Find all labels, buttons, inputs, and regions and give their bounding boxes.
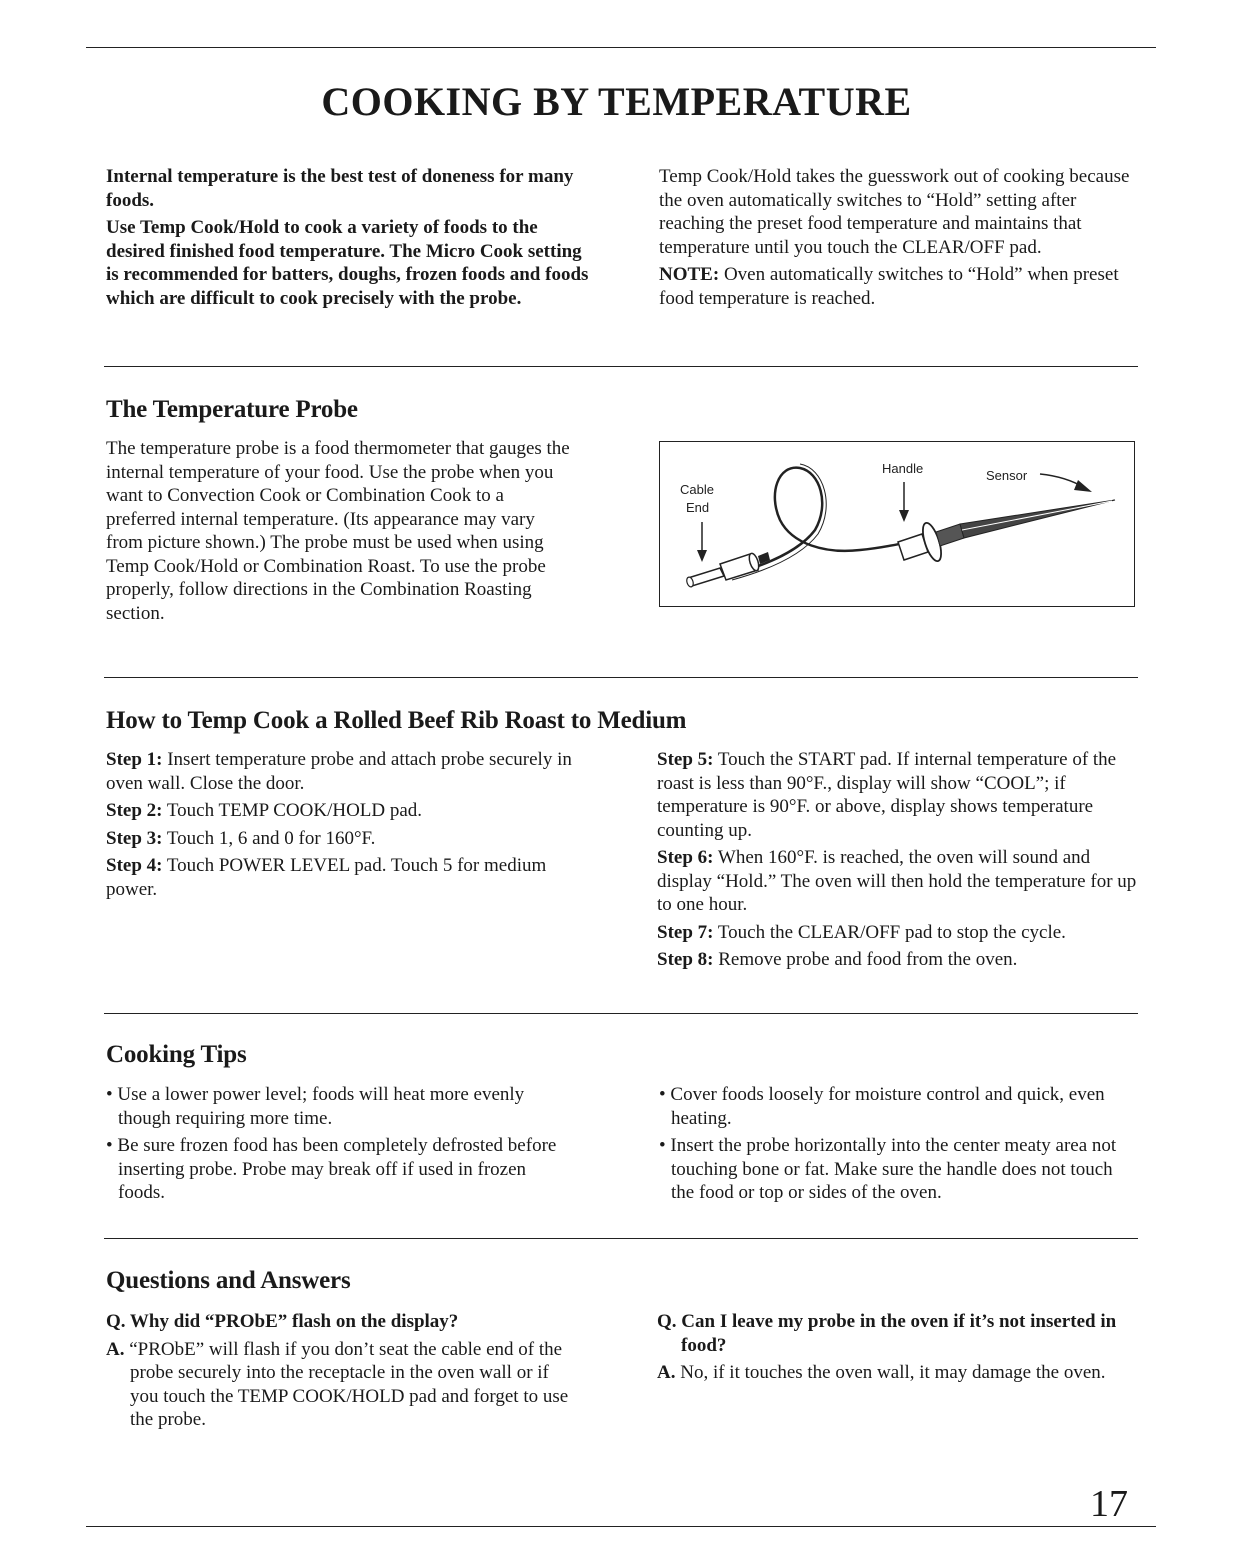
probe-figure	[659, 441, 1135, 607]
tips-left	[106, 1083, 576, 1209]
page-number: 17	[1090, 1483, 1128, 1525]
step-text: Touch 1, 6 and 0 for 160°F.	[162, 827, 376, 849]
label-handle: Handle	[882, 461, 924, 476]
label-sensor: Sensor	[986, 468, 1028, 483]
howto-heading: How to Temp Cook a Rolled Beef Rib Roast to Medium	[106, 707, 687, 734]
section-rule-1	[104, 366, 1138, 367]
arrow-handle	[899, 482, 909, 522]
step-text: Touch TEMP COOK/HOLD pad.	[162, 800, 423, 821]
step-text: Remove probe and food from the oven.	[713, 949, 1018, 970]
question: Q. Can I leave my probe in the oven if it’s not inserted in food?	[657, 1311, 1117, 1356]
top-rule	[86, 47, 1156, 48]
section-rule-2	[104, 677, 1138, 678]
step-label: Step 6:	[657, 847, 714, 868]
intro-right-para: Temp Cook/Hold takes the guesswork out of cooking because the oven automatically switches to “Hold” setting after reaching the preset food temperature and maintains that temperature until you touch the CLEAR/OFF pad.	[659, 166, 1130, 258]
step-label: Step 1:	[106, 749, 163, 770]
probe-heading: The Temperature Probe	[106, 396, 358, 423]
label-cable: Cable	[680, 482, 714, 497]
answer-text: “PRObE” will flash if you don’t seat the cable end of the probe securely into the receptacle in the oven wall or if you touch the TEMP COOK/HOLD pad and forget to use the probe.	[124, 1338, 569, 1430]
step-text: Touch POWER LEVEL pad. Touch 5 for medium power.	[106, 855, 547, 900]
tip-item: • Cover foods loosely for moisture control and quick, even heating.	[659, 1084, 1105, 1129]
probe-text: The temperature probe is a food thermometer that gauges the internal temperature of your food. Use the probe when you want to Convection Cook or Combination Cook to a preferred internal temperature. (Its appearance may vary from picture shown.) The probe must be used when using Temp Cook/Hold or Combination Roast. To use the probe properly, follow directions in the Combination Roasting section.	[106, 438, 570, 624]
answer-label: A.	[657, 1362, 676, 1383]
tip-item: • Be sure frozen food has been completely defrosted before inserting probe. Probe may break off if used in frozen foods.	[106, 1135, 557, 1203]
step-label: Step 7:	[657, 921, 714, 943]
note-text: Oven automatically switches to “Hold” when preset food temperature is reached.	[659, 264, 1119, 309]
step-4	[106, 854, 576, 901]
label-end: End	[686, 500, 710, 515]
step-text: Touch the CLEAR/OFF pad to stop the cycle.	[713, 921, 1066, 943]
tip-item: • Use a lower power level; foods will heat more evenly though requiring more time.	[106, 1084, 525, 1129]
tips-heading: Cooking Tips	[106, 1041, 247, 1068]
note-label: NOTE:	[659, 264, 720, 285]
arrow-sensor	[1040, 474, 1092, 492]
qa-right	[657, 1310, 1127, 1389]
step-7	[657, 921, 1137, 945]
step-8	[657, 948, 1137, 972]
probe-shaft	[960, 500, 1115, 538]
step-label: Step 3:	[106, 827, 163, 849]
step-2	[106, 799, 576, 823]
answer-label: A.	[106, 1338, 125, 1360]
arrow-cable-end	[697, 522, 707, 562]
answer-text: No, if it touches the oven wall, it may damage the oven.	[675, 1362, 1106, 1383]
step-1	[106, 748, 576, 795]
qa-heading: Questions and Answers	[106, 1267, 351, 1294]
tips-right	[659, 1083, 1137, 1209]
step-3	[106, 827, 576, 851]
howto-left	[106, 748, 576, 905]
question: Q. Why did “PRObE” flash on the display?	[106, 1311, 459, 1332]
step-6	[657, 846, 1137, 917]
section-rule-4	[104, 1238, 1138, 1239]
cable-end-plug	[686, 552, 770, 588]
probe-shaft-highlight	[962, 501, 1112, 530]
intro-left	[106, 165, 591, 314]
step-5	[657, 748, 1137, 842]
page-title: COOKING BY TEMPERATURE	[321, 79, 912, 124]
intro-note	[659, 263, 1137, 310]
qa-left	[106, 1310, 581, 1436]
probe-text-block	[106, 437, 576, 629]
bottom-rule	[86, 1526, 1156, 1527]
step-label: Step 2:	[106, 800, 163, 821]
intro-right	[659, 165, 1137, 314]
step-label: Step 5:	[657, 749, 714, 770]
answer	[106, 1338, 581, 1432]
probe-illustration	[660, 442, 1134, 606]
step-label: Step 4:	[106, 855, 163, 876]
step-text: Touch the START pad. If internal temperature of the roast is less than 90°F., display will show “COOL”; if temperature is 90°F. or above, display shows temperature counting up.	[657, 749, 1117, 841]
tip-item: • Insert the probe horizontally into the center meaty area not touching bone or fat. Make sure the handle does not touch the food or top or sides of the oven.	[659, 1135, 1117, 1203]
step-text: When 160°F. is reached, the oven will sound and display “Hold.” The oven will then hold the temperature for up to one hour.	[657, 847, 1137, 915]
step-label: Step 8:	[657, 949, 714, 970]
probe-handle	[898, 521, 964, 563]
answer	[657, 1361, 1127, 1385]
intro-left-para-1: Internal temperature is the best test of doneness for many foods.	[106, 166, 574, 211]
section-rule-3	[104, 1013, 1138, 1014]
howto-right	[657, 748, 1137, 976]
intro-left-para-2: Use Temp Cook/Hold to cook a variety of foods to the desired finished food temperature. The Micro Cook setting is recommended for batters, doughs, frozen foods and foods which are difficult to cook precisely with the probe.	[106, 217, 589, 309]
step-text: Insert temperature probe and attach probe securely in oven wall. Close the door.	[106, 749, 572, 794]
